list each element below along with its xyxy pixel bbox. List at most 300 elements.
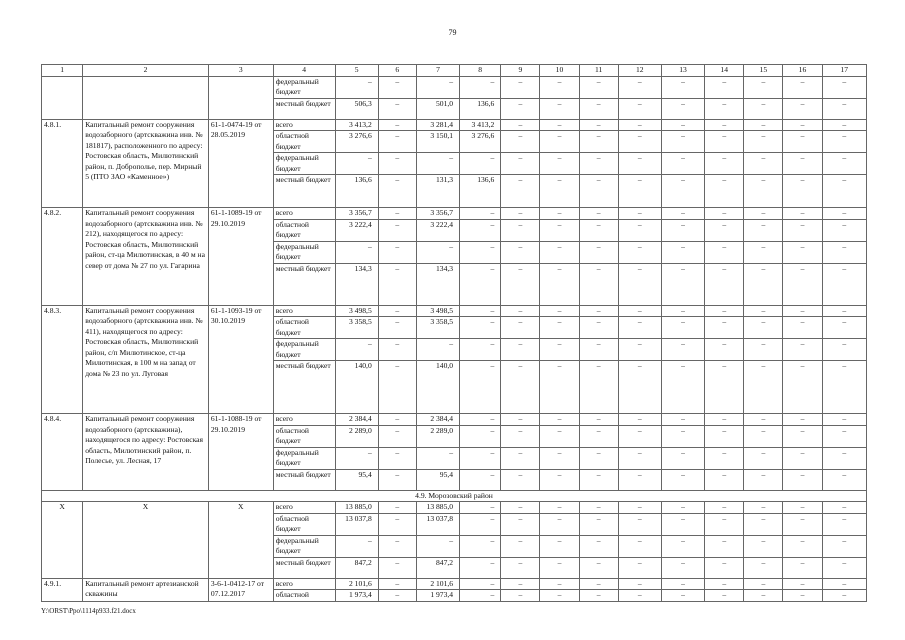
column-number: 2 (83, 65, 209, 77)
col-11-value: – (579, 98, 618, 119)
col-15-value: – (744, 175, 783, 208)
col-16-value: – (783, 305, 822, 317)
col-9-value: – (501, 175, 540, 208)
col-7-value: 2 289,0 (416, 425, 459, 447)
col-9-value: – (501, 590, 540, 602)
col-7-value: 131,3 (416, 175, 459, 208)
col-8-value: – (460, 414, 501, 426)
col-15-value: – (744, 263, 783, 305)
col-14-value: – (705, 590, 744, 602)
col-12-value: – (618, 241, 661, 263)
col-15-value: – (744, 339, 783, 361)
page-number: 79 (448, 28, 457, 37)
col-5-value: 847,2 (335, 557, 378, 578)
col-5-value: 13 037,8 (335, 513, 378, 535)
col-7-value: 3 498,5 (416, 305, 459, 317)
budget-category: федеральный бюджет (273, 339, 335, 361)
col-12-value: – (618, 317, 661, 339)
col-14-value: – (705, 175, 744, 208)
col-6-value: – (378, 513, 416, 535)
col-12-value: – (618, 414, 661, 426)
column-number: 12 (618, 65, 661, 77)
budget-category: всего (273, 119, 335, 131)
col-5-value: 2 384,4 (335, 414, 378, 426)
col-10-value: – (540, 469, 579, 490)
budget-category: местный бюджет (273, 98, 335, 119)
col-14-value: – (705, 131, 744, 153)
col-8-value: – (460, 535, 501, 557)
budget-category: федеральный бюджет (273, 241, 335, 263)
col-11-value: – (579, 590, 618, 602)
budget-category: областной бюджет (273, 317, 335, 339)
col-8-value: 3 276,6 (460, 131, 501, 153)
col-7-value: 1 973,4 (416, 590, 459, 602)
col-5-value: 134,3 (335, 263, 378, 305)
col-13-value: – (661, 557, 704, 578)
col-6-value: – (378, 535, 416, 557)
col-16-value: – (783, 241, 822, 263)
col-9-value: – (501, 361, 540, 414)
col-5-value: 506,3 (335, 98, 378, 119)
col-16-value: – (783, 98, 822, 119)
column-number: 13 (661, 65, 704, 77)
col-17-value: – (822, 208, 866, 220)
col-5-value: 3 498,5 (335, 305, 378, 317)
col-8-value: – (460, 590, 501, 602)
budget-category: всего (273, 305, 335, 317)
budget-category: областной бюджет (273, 131, 335, 153)
col-12-value: – (618, 153, 661, 175)
col-14-value: – (705, 513, 744, 535)
table-row (42, 76, 867, 98)
col-15-value: – (744, 469, 783, 490)
table-row (42, 578, 867, 590)
col-17-value: – (822, 578, 866, 590)
col-13-value: – (661, 241, 704, 263)
entry-code: 61-1-1088-19 от 29.10.2019 (208, 414, 273, 491)
col-17-value: – (822, 513, 866, 535)
col-15-value: – (744, 241, 783, 263)
col-5-value: – (335, 153, 378, 175)
table-row (42, 119, 867, 131)
section-title: 4.9. Морозовский район (42, 490, 867, 502)
col-6-value: – (378, 241, 416, 263)
budget-category: федеральный бюджет (273, 447, 335, 469)
col-10-value: – (540, 76, 579, 98)
col-10-value: – (540, 219, 579, 241)
col-7-value: 13 037,8 (416, 513, 459, 535)
entry-description: Капитальный ремонт сооружения водозаборного (артскважина инв. № 212), находящегося по адресу: Ростовская область, Милютинский район, ст-ца Милютинская, в 40 м на север от дома № 27 по ул. Гагарина (83, 208, 209, 306)
column-number: 8 (460, 65, 501, 77)
col-8-value: – (460, 317, 501, 339)
table-row (42, 414, 867, 426)
col-15-value: – (744, 305, 783, 317)
col-5-value: 3 413,2 (335, 119, 378, 131)
col-12-value: – (618, 578, 661, 590)
col-9-value: – (501, 241, 540, 263)
col-12-value: – (618, 175, 661, 208)
entry-number: 4.8.4. (42, 414, 83, 491)
entry-description: Х (83, 502, 209, 579)
col-12-value: – (618, 119, 661, 131)
col-13-value: – (661, 305, 704, 317)
column-number: 1 (42, 65, 83, 77)
col-10-value: – (540, 208, 579, 220)
col-8-value: – (460, 219, 501, 241)
col-5-value: 136,6 (335, 175, 378, 208)
col-11-value: – (579, 361, 618, 414)
col-16-value: – (783, 317, 822, 339)
col-5-value: 95,4 (335, 469, 378, 490)
col-8-value: 136,6 (460, 175, 501, 208)
col-7-value: – (416, 447, 459, 469)
column-number: 7 (416, 65, 459, 77)
col-16-value: – (783, 361, 822, 414)
col-13-value: – (661, 219, 704, 241)
col-8-value: – (460, 578, 501, 590)
col-7-value: 2 384,4 (416, 414, 459, 426)
col-13-value: – (661, 578, 704, 590)
col-15-value: – (744, 513, 783, 535)
col-10-value: – (540, 317, 579, 339)
col-7-value: – (416, 76, 459, 98)
col-13-value: – (661, 153, 704, 175)
col-17-value: – (822, 425, 866, 447)
col-10-value: – (540, 535, 579, 557)
file-path-footer: Y:\ORST\Ppo\1114p933.f21.docx (41, 607, 136, 615)
col-8-value: – (460, 241, 501, 263)
column-number: 6 (378, 65, 416, 77)
col-13-value: – (661, 317, 704, 339)
col-11-value: – (579, 535, 618, 557)
col-11-value: – (579, 219, 618, 241)
col-12-value: – (618, 502, 661, 514)
col-17-value: – (822, 119, 866, 131)
col-16-value: – (783, 535, 822, 557)
col-17-value: – (822, 361, 866, 414)
col-11-value: – (579, 447, 618, 469)
col-13-value: – (661, 513, 704, 535)
col-12-value: – (618, 131, 661, 153)
col-15-value: – (744, 219, 783, 241)
col-9-value: – (501, 305, 540, 317)
col-11-value: – (579, 578, 618, 590)
col-16-value: – (783, 175, 822, 208)
col-7-value: 3 358,5 (416, 317, 459, 339)
col-14-value: – (705, 153, 744, 175)
col-16-value: – (783, 153, 822, 175)
col-14-value: – (705, 241, 744, 263)
budget-category: всего (273, 578, 335, 590)
col-11-value: – (579, 119, 618, 131)
col-9-value: – (501, 317, 540, 339)
col-17-value: – (822, 502, 866, 514)
column-number: 5 (335, 65, 378, 77)
col-9-value: – (501, 153, 540, 175)
header-row (42, 65, 867, 77)
col-10-value: – (540, 447, 579, 469)
col-8-value: – (460, 305, 501, 317)
col-7-value: 140,0 (416, 361, 459, 414)
col-15-value: – (744, 447, 783, 469)
col-10-value: – (540, 513, 579, 535)
col-5-value: 3 358,5 (335, 317, 378, 339)
col-6-value: – (378, 502, 416, 514)
col-5-value: 2 101,6 (335, 578, 378, 590)
col-12-value: – (618, 208, 661, 220)
col-10-value: – (540, 131, 579, 153)
col-14-value: – (705, 469, 744, 490)
col-16-value: – (783, 208, 822, 220)
col-7-value: 3 281,4 (416, 119, 459, 131)
col-14-value: – (705, 578, 744, 590)
col-8-value: 3 413,2 (460, 119, 501, 131)
col-12-value: – (618, 447, 661, 469)
col-7-value: 13 885,0 (416, 502, 459, 514)
col-5-value: – (335, 535, 378, 557)
col-9-value: – (501, 557, 540, 578)
col-10-value: – (540, 263, 579, 305)
col-15-value: – (744, 502, 783, 514)
col-10-value: – (540, 98, 579, 119)
col-6-value: – (378, 219, 416, 241)
column-number: 16 (783, 65, 822, 77)
col-16-value: – (783, 513, 822, 535)
col-15-value: – (744, 317, 783, 339)
col-17-value: – (822, 153, 866, 175)
col-14-value: – (705, 425, 744, 447)
col-8-value: – (460, 339, 501, 361)
col-15-value: – (744, 208, 783, 220)
col-6-value: – (378, 317, 416, 339)
entry-description: Капитальный ремонт сооружения водозаборного (артскважина инв. № 181817), расположенного по адресу: Ростовская область, Милютинский район, п. Доброполье, пер. Мирный 5 (ПТО ЗАО «Каменное») (83, 119, 209, 208)
col-6-value: – (378, 263, 416, 305)
entry-code: Х (208, 502, 273, 579)
col-7-value: – (416, 153, 459, 175)
col-17-value: – (822, 317, 866, 339)
col-8-value: 136,6 (460, 98, 501, 119)
col-15-value: – (744, 590, 783, 602)
col-6-value: – (378, 76, 416, 98)
col-15-value: – (744, 153, 783, 175)
col-10-value: – (540, 502, 579, 514)
column-number: 3 (208, 65, 273, 77)
col-5-value: 3 222,4 (335, 219, 378, 241)
col-16-value: – (783, 578, 822, 590)
col-9-value: – (501, 513, 540, 535)
entry-number: 4.9.1. (42, 578, 83, 601)
col-5-value: 140,0 (335, 361, 378, 414)
col-14-value: – (705, 317, 744, 339)
col-10-value: – (540, 590, 579, 602)
col-12-value: – (618, 535, 661, 557)
col-17-value: – (822, 76, 866, 98)
col-15-value: – (744, 535, 783, 557)
section-row (42, 490, 867, 502)
col-11-value: – (579, 513, 618, 535)
col-13-value: – (661, 119, 704, 131)
column-number: 11 (579, 65, 618, 77)
col-9-value: – (501, 98, 540, 119)
col-12-value: – (618, 361, 661, 414)
table-row (42, 208, 867, 220)
col-5-value: – (335, 339, 378, 361)
col-14-value: – (705, 502, 744, 514)
col-14-value: – (705, 535, 744, 557)
budget-category: федеральный бюджет (273, 535, 335, 557)
col-13-value: – (661, 76, 704, 98)
entry-description: Капитальный ремонт артезианской скважины (83, 578, 209, 601)
col-9-value: – (501, 502, 540, 514)
col-10-value: – (540, 414, 579, 426)
col-11-value: – (579, 469, 618, 490)
table-row (42, 502, 867, 514)
col-11-value: – (579, 263, 618, 305)
col-12-value: – (618, 513, 661, 535)
col-16-value: – (783, 219, 822, 241)
col-8-value: – (460, 76, 501, 98)
entry-code: 61-1-1093-19 от 30.10.2019 (208, 305, 273, 414)
col-15-value: – (744, 414, 783, 426)
col-8-value: – (460, 469, 501, 490)
column-number: 10 (540, 65, 579, 77)
entry-description: Капитальный ремонт сооружения водозаборного (артскважина инв. № 411), находящегося по адресу: Ростовская область, Милютинский район, с/п Милютинское, ст-ца Милютинская, в 100 м на запад от дома № 23 по ул. Луговая (83, 305, 209, 414)
col-7-value: 2 101,6 (416, 578, 459, 590)
col-12-value: – (618, 219, 661, 241)
col-12-value: – (618, 76, 661, 98)
col-6-value: – (378, 361, 416, 414)
col-9-value: – (501, 219, 540, 241)
col-11-value: – (579, 305, 618, 317)
col-6-value: – (378, 339, 416, 361)
col-17-value: – (822, 175, 866, 208)
col-9-value: – (501, 535, 540, 557)
col-13-value: – (661, 208, 704, 220)
col-14-value: – (705, 447, 744, 469)
col-9-value: – (501, 339, 540, 361)
col-17-value: – (822, 219, 866, 241)
col-11-value: – (579, 502, 618, 514)
col-11-value: – (579, 414, 618, 426)
col-10-value: – (540, 339, 579, 361)
budget-category: всего (273, 502, 335, 514)
col-13-value: – (661, 175, 704, 208)
col-14-value: – (705, 219, 744, 241)
entry-number: 4.8.1. (42, 119, 83, 208)
col-15-value: – (744, 361, 783, 414)
entry-description-cell (83, 76, 209, 119)
col-13-value: – (661, 469, 704, 490)
col-17-value: – (822, 98, 866, 119)
col-15-value: – (744, 578, 783, 590)
col-14-value: – (705, 414, 744, 426)
col-7-value: – (416, 535, 459, 557)
col-16-value: – (783, 425, 822, 447)
entry-description: Капитальный ремонт сооружения водозаборного (артскважина), находящегося по адресу: Ростовская область, Милютинский район, п. Полесье, ул. Лесная, 17 (83, 414, 209, 491)
col-11-value: – (579, 241, 618, 263)
col-9-value: – (501, 263, 540, 305)
col-12-value: – (618, 557, 661, 578)
col-16-value: – (783, 502, 822, 514)
col-7-value: – (416, 241, 459, 263)
col-12-value: – (618, 305, 661, 317)
col-12-value: – (618, 425, 661, 447)
budget-category: местный бюджет (273, 557, 335, 578)
col-6-value: – (378, 175, 416, 208)
col-11-value: – (579, 131, 618, 153)
col-10-value: – (540, 153, 579, 175)
col-6-value: – (378, 469, 416, 490)
col-9-value: – (501, 425, 540, 447)
col-11-value: – (579, 208, 618, 220)
col-6-value: – (378, 153, 416, 175)
budget-category: местный бюджет (273, 469, 335, 490)
col-6-value: – (378, 447, 416, 469)
entry-code-cell (208, 76, 273, 119)
col-7-value: – (416, 339, 459, 361)
column-number: 17 (822, 65, 866, 77)
col-17-value: – (822, 131, 866, 153)
col-7-value: 501,0 (416, 98, 459, 119)
budget-category: областной (273, 590, 335, 602)
budget-category: областной бюджет (273, 513, 335, 535)
col-12-value: – (618, 469, 661, 490)
entry-code: 61-1-0474-19 от 28.05.2019 (208, 119, 273, 208)
budget-category: областной бюджет (273, 219, 335, 241)
col-13-value: – (661, 425, 704, 447)
col-5-value: 2 289,0 (335, 425, 378, 447)
col-14-value: – (705, 76, 744, 98)
col-6-value: – (378, 590, 416, 602)
col-12-value: – (618, 590, 661, 602)
col-10-value: – (540, 557, 579, 578)
col-9-value: – (501, 414, 540, 426)
column-number: 4 (273, 65, 335, 77)
col-14-value: – (705, 119, 744, 131)
col-16-value: – (783, 469, 822, 490)
col-9-value: – (501, 131, 540, 153)
col-14-value: – (705, 263, 744, 305)
col-6-value: – (378, 425, 416, 447)
col-14-value: – (705, 98, 744, 119)
col-8-value: – (460, 502, 501, 514)
col-14-value: – (705, 208, 744, 220)
col-9-value: – (501, 76, 540, 98)
entry-number: 4.8.3. (42, 305, 83, 414)
col-13-value: – (661, 414, 704, 426)
col-15-value: – (744, 76, 783, 98)
entry-number-cell (42, 76, 83, 119)
col-6-value: – (378, 119, 416, 131)
col-6-value: – (378, 131, 416, 153)
col-6-value: – (378, 98, 416, 119)
col-16-value: – (783, 76, 822, 98)
col-7-value: 3 150,1 (416, 131, 459, 153)
col-13-value: – (661, 447, 704, 469)
entry-number: 4.8.2. (42, 208, 83, 306)
budget-category: местный бюджет (273, 263, 335, 305)
col-15-value: – (744, 98, 783, 119)
budget-category: областной бюджет (273, 425, 335, 447)
col-14-value: – (705, 557, 744, 578)
col-8-value: – (460, 513, 501, 535)
col-14-value: – (705, 361, 744, 414)
col-10-value: – (540, 241, 579, 263)
column-number: 9 (501, 65, 540, 77)
col-15-value: – (744, 425, 783, 447)
col-9-value: – (501, 119, 540, 131)
col-8-value: – (460, 208, 501, 220)
